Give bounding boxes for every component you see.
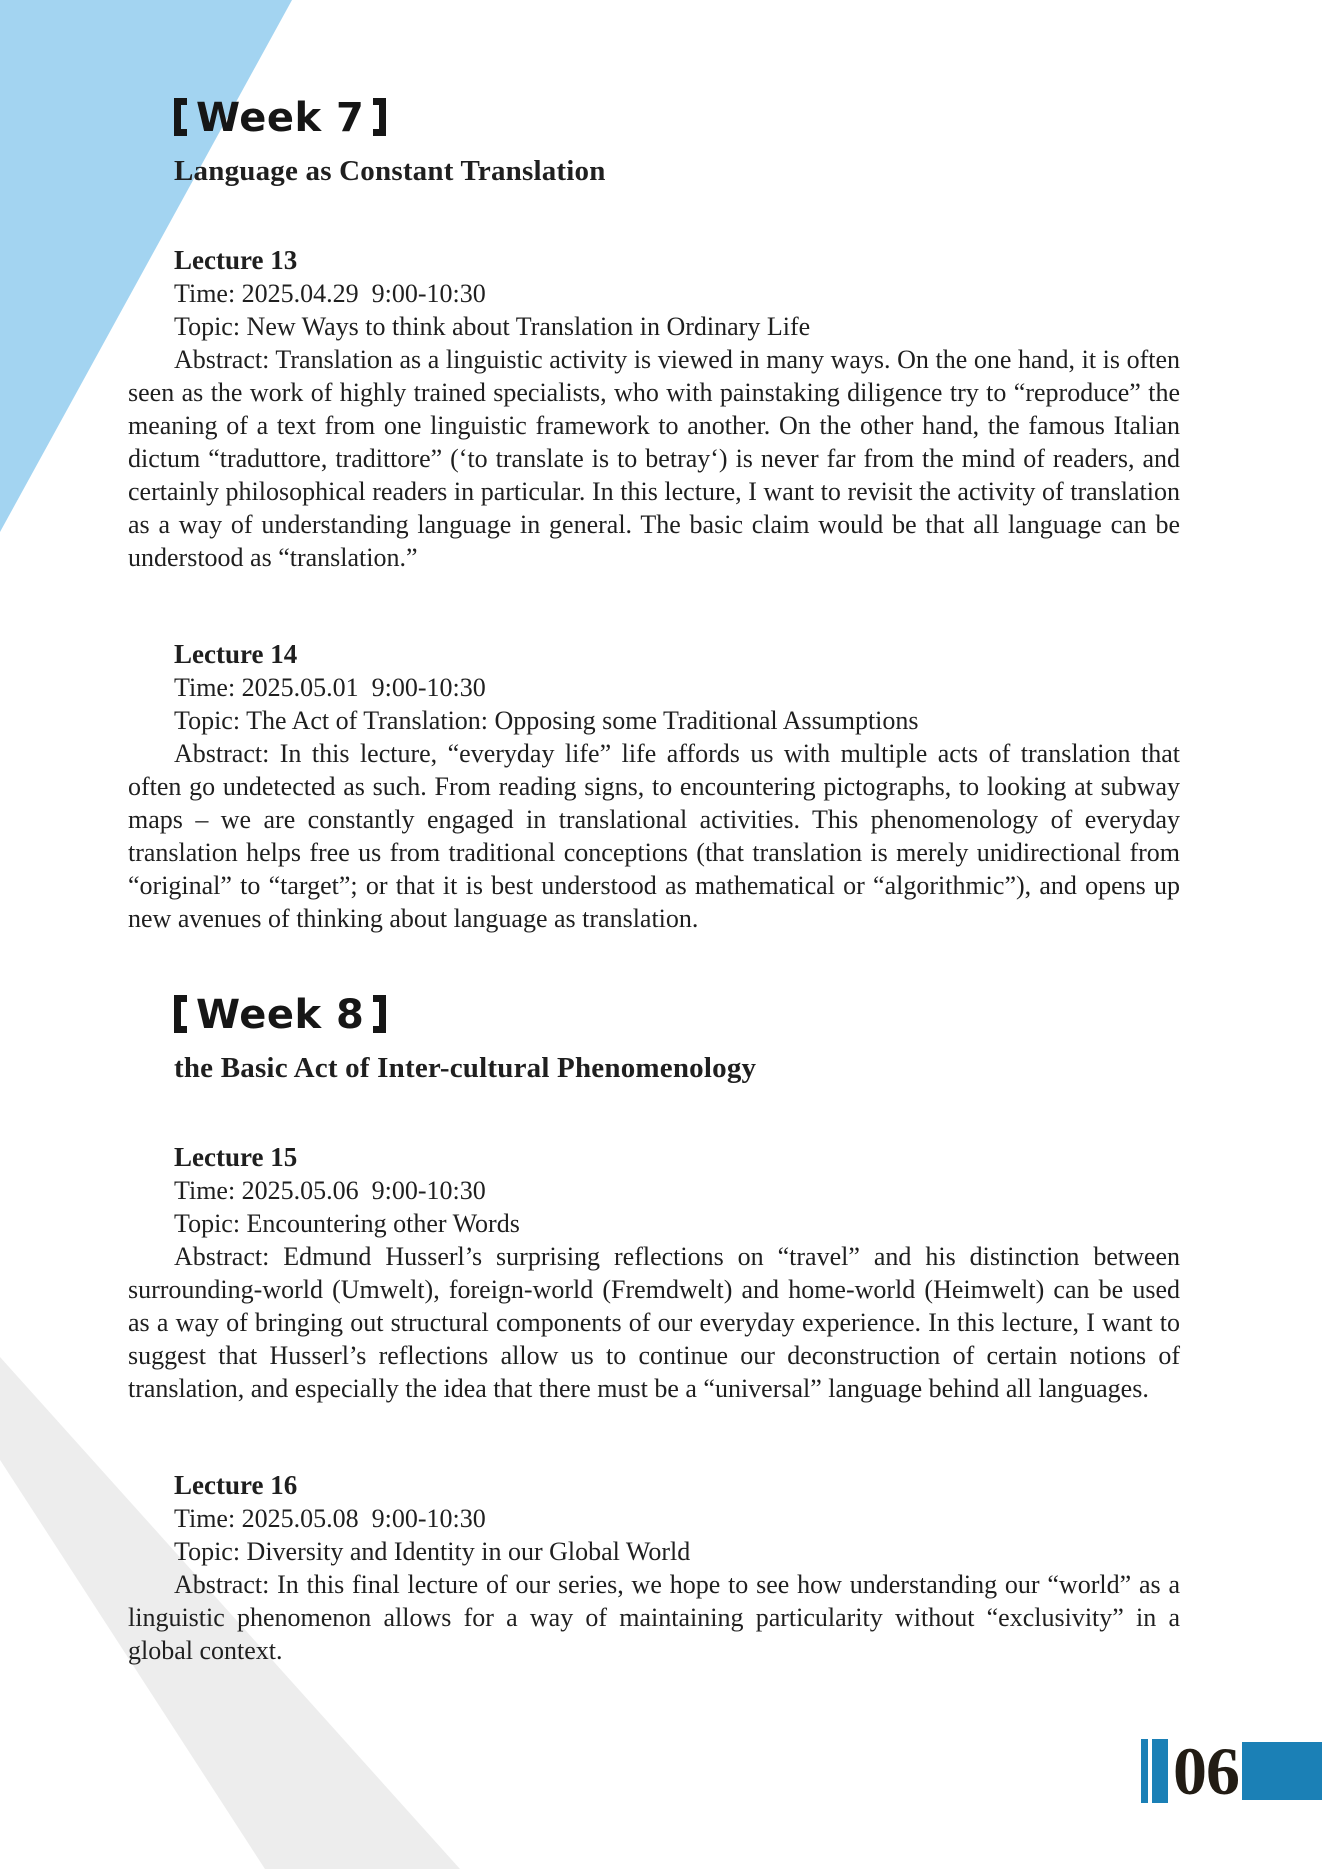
lecture-15-abstract: Abstract: Edmund Husserl’s surprising reflections on “travel” and his distinction between surrounding-world (Umwelt), foreign-world (Fremdwelt) and home-world (Heimwelt) can be used as a way of bringing out structural components of our everyday experience. In this lecture, I want to suggest that Husserl’s reflections allow us to continue our deconstruction of certain notions of translation, and especially the idea that there must be a “universal” language behind all languages. — [128, 1242, 1180, 1403]
lecture-14-block — [128, 638, 1180, 935]
left-lenticular-bracket-icon — [174, 98, 187, 136]
right-lenticular-bracket-icon — [373, 995, 386, 1033]
lecture-13-time: Time: 2025.04.29 9:00-10:30 — [174, 279, 486, 308]
lecture-16-block — [128, 1469, 1180, 1667]
lecture-15-title: Lecture 15 — [174, 1142, 298, 1172]
lecture-15-topic: Topic: Encountering other Words — [174, 1209, 520, 1238]
week-8-heading — [128, 991, 1180, 1039]
lecture-16-topic: Topic: Diversity and Identity in our Global World — [174, 1537, 691, 1566]
right-lenticular-bracket-icon — [373, 98, 386, 136]
page-number: 06 — [1173, 1733, 1239, 1809]
week-7-heading — [128, 94, 1180, 142]
lecture-15-block — [128, 1141, 1180, 1405]
wide-accent-bar — [1152, 1739, 1168, 1803]
week-7-subtitle: Language as Constant Translation — [174, 155, 606, 187]
lecture-13-block — [128, 244, 1180, 574]
lecture-14-abstract: Abstract: In this lecture, “everyday life” life affords us with multiple acts of translation that often go undetected as such. From reading signs, to encountering pictographs, to looking at subway maps – we are constantly engaged in translational activities. This phenomenology of everyday translation helps free us from traditional conceptions (that translation is merely unidirectional from “original” to “target”; or that it is best understood as mathematical or “algorithmic”), and opens up new avenues of thinking about language as translation. — [128, 739, 1180, 933]
lecture-16-time: Time: 2025.05.08 9:00-10:30 — [174, 1504, 486, 1533]
week-8-label: Week 8 — [196, 992, 365, 1038]
lecture-16-abstract: Abstract: In this final lecture of our series, we hope to see how understanding our “world” as a linguistic phenomenon allows for a way of maintaining particularity without “exclusivity” in a global context. — [128, 1570, 1180, 1665]
lecture-16-title: Lecture 16 — [174, 1470, 298, 1500]
lecture-13-topic: Topic: New Ways to think about Translation in Ordinary Life — [174, 312, 811, 341]
week-7-section — [128, 94, 1180, 935]
week-8-subtitle: the Basic Act of Inter-cultural Phenomenology — [174, 1052, 757, 1084]
page-content — [128, 94, 1180, 1667]
lecture-15-time: Time: 2025.05.06 9:00-10:30 — [174, 1176, 486, 1205]
lecture-13-abstract: Abstract: Translation as a linguistic activity is viewed in many ways. On the one hand, it is often seen as the work of highly trained specialists, who with painstaking diligence try to “reproduce” the meaning of a text from one linguistic framework to another. On the other hand, the famous Italian dictum “traduttore, tradittore” (‘to translate is to betray‘) is never far from the mind of readers, and certainly philosophical readers in particular. In this lecture, I want to revisit the activity of translation as a way of understanding language in general. The basic claim would be that all language can be understood as “translation.” — [128, 345, 1180, 572]
week-7-label: Week 7 — [196, 95, 365, 141]
lecture-14-time: Time: 2025.05.01 9:00-10:30 — [174, 673, 486, 702]
lecture-13-title: Lecture 13 — [174, 245, 298, 275]
accent-end-block — [1242, 1742, 1322, 1800]
page-footer — [1141, 1733, 1322, 1809]
week-8-section — [128, 991, 1180, 1667]
left-lenticular-bracket-icon — [174, 995, 187, 1033]
thin-accent-bar — [1141, 1739, 1148, 1803]
lecture-14-title: Lecture 14 — [174, 639, 298, 669]
lecture-14-topic: Topic: The Act of Translation: Opposing some Traditional Assumptions — [174, 706, 919, 735]
